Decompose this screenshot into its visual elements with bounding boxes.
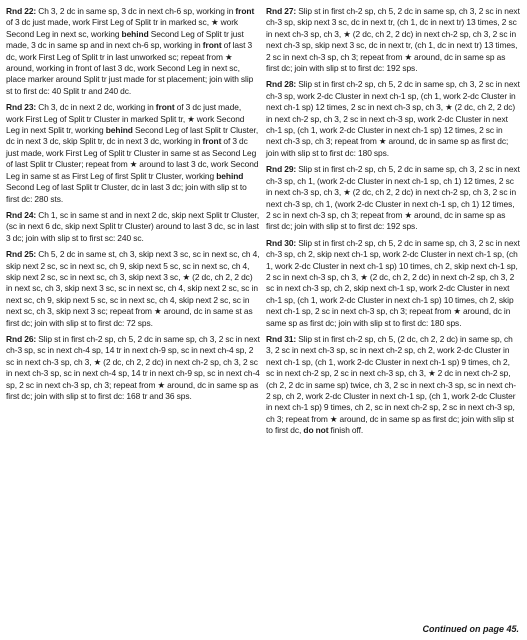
right-column bbox=[266, 6, 520, 442]
emphasis-text: front bbox=[202, 40, 222, 51]
instruction-text: Slip st in first ch-2 sp, ch 5, 2 dc in same sp, ch 3, 2 sc in next ch-3 sp, ch 1, (work 2-dc Cluster in next ch-1 sp, ch 1) 12 times, 2 sc in next ch-3 sp, ch 3, ★ (2 dc, ch 2, 2 dc) in next ch-2 sp, ch 3, 2 sc in next ch-3 sp, ch 1, (work 2-dc Cluster in next ch-1 sp, ch 1) 12 times, 2 sc in next ch-3 sp, ch 3; repeat from ★ around, dc in same sp as first dc; join with slip st to first dc: 192 sps. bbox=[266, 164, 520, 232]
round-instruction bbox=[266, 79, 520, 159]
round-instruction bbox=[6, 6, 260, 97]
emphasis-text: behind bbox=[216, 170, 244, 181]
instruction-text: Ch 1, sc in same st and in next 2 dc, skip next Split tr Cluster, (sc in next 6 dc, skip next Split tr Cluster) around to last 3 dc, sc in last 3 dc; join with slip st to first sc: 240 sc. bbox=[6, 209, 260, 243]
continued-note: Continued on page 45. bbox=[422, 624, 519, 634]
instruction-text: of 3 dc just made, work First Leg of Split tr Cluster in same st as Second Leg of last Split tr Cluster; repeat from ★ around to last 3 dc, work Second Leg in same st as First Leg of first Split tr Cluster, working bbox=[6, 136, 259, 181]
round-label: Rnd 22: bbox=[6, 6, 37, 16]
round-label: Rnd 28: bbox=[266, 79, 297, 90]
instruction-text: Ch 3, 2 dc in same sp, 3 dc in next ch-6 sp, working in bbox=[36, 6, 236, 16]
round-instruction bbox=[266, 238, 520, 329]
round-label: Rnd 23: bbox=[6, 102, 37, 113]
instruction-text: Slip st in first ch-2 sp, ch 5, 2 dc in same sp, ch 3, 2 sc in next ch-3 sp, skip next 3 sc, dc in next tr, (ch 1, dc in next tr) 13 times, 2 sc in next ch-3 sp, ch 3, ★ (2 dc, ch 2, 2 dc) in next ch-2 sp, ch 3, 2 sc in next ch-3 sp, skip next 3 sc, dc in next tr, (ch 1, dc in next tr) 13 times, 2 sc in next ch-3 sp, ch 3; repeat from ★ around, dc in same sp as first dc; join with slip st to first dc: 192 sps. bbox=[266, 6, 520, 74]
round-label: Rnd 25: bbox=[6, 249, 37, 260]
instruction-text: Ch 3, dc in next 2 dc, working in bbox=[36, 102, 156, 113]
instruction-text: finish off. bbox=[328, 425, 364, 436]
instruction-text: of 3 dc just made, work First Leg of Split tr Cluster in marked Split tr, ★ work Second Leg in next Split tr, working bbox=[6, 102, 245, 136]
left-column bbox=[6, 6, 260, 442]
instruction-text: Second Leg of last Split tr Cluster, dc in last 3 dc; join with slip st to first dc: 280 sts. bbox=[6, 182, 247, 204]
round-label: Rnd 24: bbox=[6, 209, 37, 220]
instruction-text: Ch 5, 2 dc in same st, ch 3, skip next 3 sc, sc in next sc, ch 4, skip next 2 sc, sc in next sc, ch 9, skip next 5 sc, sc in next sc, ch 4, skip next 2 sc, sc in next sc, ch 3, skip next 3 sc, ★ (2 dc, ch 2, 2 dc) in next sc, ch 3, skip next 3 sc, sc in next sc, ch 4, skip next 2 sc, sc in next sc, ch 9, skip next 5 sc, sc in next sc, ch 4, skip next 2 sc, sc in next sc, ch 3, skip next 3 sc; repeat from ★ around, dc in same st as first dc; join with slip st to first dc: 72 sps. bbox=[6, 249, 260, 328]
round-instruction bbox=[6, 249, 260, 329]
round-label: Rnd 30: bbox=[266, 237, 297, 248]
instruction-text: of 3 dc just made, work First Leg of Split tr in marked sc, ★ work Second Leg in next sc, working bbox=[6, 17, 239, 39]
emphasis-text: do not bbox=[303, 425, 329, 436]
round-label: Rnd 27: bbox=[266, 6, 297, 16]
emphasis-text: front bbox=[202, 136, 222, 147]
round-label: Rnd 29: bbox=[266, 164, 297, 175]
round-instruction bbox=[266, 334, 520, 437]
emphasis-text: behind bbox=[105, 125, 133, 136]
round-instruction bbox=[6, 210, 260, 244]
round-instruction bbox=[266, 164, 520, 232]
emphasis-text: front bbox=[235, 6, 255, 16]
instruction-text: Slip st in first ch-2 sp, ch 5, 2 dc in same sp, ch 3, 2 sc in next ch-3 sp, work 2-dc Cluster in next ch-1 sp, (ch 1, work 2-dc Cluster in next ch-1 sp) 12 times, 2 sc in next ch-3 sp, ch 3, ★ (2 dc, ch 2, 2 dc) in next ch-2 sp, ch 3, 2 sc in next ch-3 sp, work 2-dc Cluster in next ch-1 sp, (ch 1, work 2-dc Cluster in next ch-1 sp) 12 times, 2 sc in next ch-3 sp, ch 3; repeat from ★ around, dc in same sp as first dc; join with slip st to first dc: 180 sps. bbox=[266, 79, 520, 158]
emphasis-text: behind bbox=[121, 28, 149, 39]
round-instruction bbox=[6, 102, 260, 205]
instruction-text: Slip st in first ch-2 sp, ch 5, 2 dc in same sp, ch 3, 2 sc in next ch-3 sp, ch 2, skip next ch-1 sp, work 2-dc Cluster in next ch-1 sp, (ch 1, work 2-dc Cluster in next ch-1 sp) 10 times, ch 2, skip next ch-1 sp, 2 sc in next ch-3 sp, ch 3, ★ (2 dc, ch 2, 2 dc) in next ch-2 sp, ch 3, 2 sc in next ch-3 sp, ch 2, skip next ch-1 sp, work 2-dc Cluster in next ch-1 sp, (ch 1, work 2-dc Cluster in next ch-1 sp) 10 times, ch 2, skip next ch-1 sp, 2 sc in next ch-3 sp, ch 3; repeat from ★ around, dc in same sp as first dc; join with slip st to first dc: 180 sps. bbox=[266, 237, 520, 328]
round-instruction bbox=[266, 6, 520, 74]
round-label: Rnd 31: bbox=[266, 333, 297, 344]
round-instruction bbox=[6, 334, 260, 402]
emphasis-text: front bbox=[155, 102, 175, 113]
round-label: Rnd 26: bbox=[6, 333, 37, 344]
instruction-text: Slip st in first ch-2 sp, ch 5, 2 dc in same sp, ch 3, 2 sc in next ch-3 sp, sc in next ch-4 sp, 14 tr in next ch-9 sp, sc in next ch-4 sp, 2 sc in next ch-3 sp, ch 3, ★ (2 dc, ch 2, 2 dc) in next ch-2 sp, ch 3, 2 sc in next ch-3 sp, sc in next ch-4 sp, 14 tr in next ch-9 sp, sc in next ch-4 sp, 2 sc in next ch-3 sp, ch 3; repeat from ★ around, dc in same sp as first dc; join with slip st to first dc: 168 tr and 36 sps. bbox=[6, 333, 260, 401]
instruction-text: Slip st in first ch-2 sp, ch 5, (2 dc, ch 2, 2 dc) in same sp, ch 3, 2 sc in next ch-3 sp, sc in next ch-2 sp, ch 2, work 2-dc Cluster in next ch-1 sp, (ch 1, work 2-dc Cluster in next ch-1 sp) 9 times, ch 2, sc in next ch-2 sp, 2 sc in next ch-3 sp, ch 3, ★ 2 dc in next ch-2 sp, (ch 2, 2 dc in same sp) twice, ch 3, 2 sc in next ch-3 sp, sc in next ch-2 sp, ch 2, work 2-dc Cluster in next ch-1 sp, (ch 1, work 2-dc Cluster in next ch-1 sp) 9 times, ch 2, sc in next ch-2 sp, 2 sc in next ch-3 sp, ch 3; repeat from ★ around, dc in same sp as first dc; join with slip st to first dc, bbox=[266, 333, 516, 436]
instruction-text: Second Leg of Split tr just made, 3 dc in same sp and in next ch-6 sp, working in bbox=[6, 28, 244, 51]
instruction-text: Second Leg of last Split tr Cluster, dc in next 3 dc, skip Split tr, dc in next 3 dc, working in bbox=[6, 125, 259, 147]
instruction-text: of last 3 dc, work First Leg of Split tr in last unworked sc; repeat from ★ around, working in front of last 3 dc, work Second Leg in next sc, place marker around Split tr just made for st placement; join with slip st to first dc: 40 Split tr and 240 dc. bbox=[6, 40, 254, 96]
